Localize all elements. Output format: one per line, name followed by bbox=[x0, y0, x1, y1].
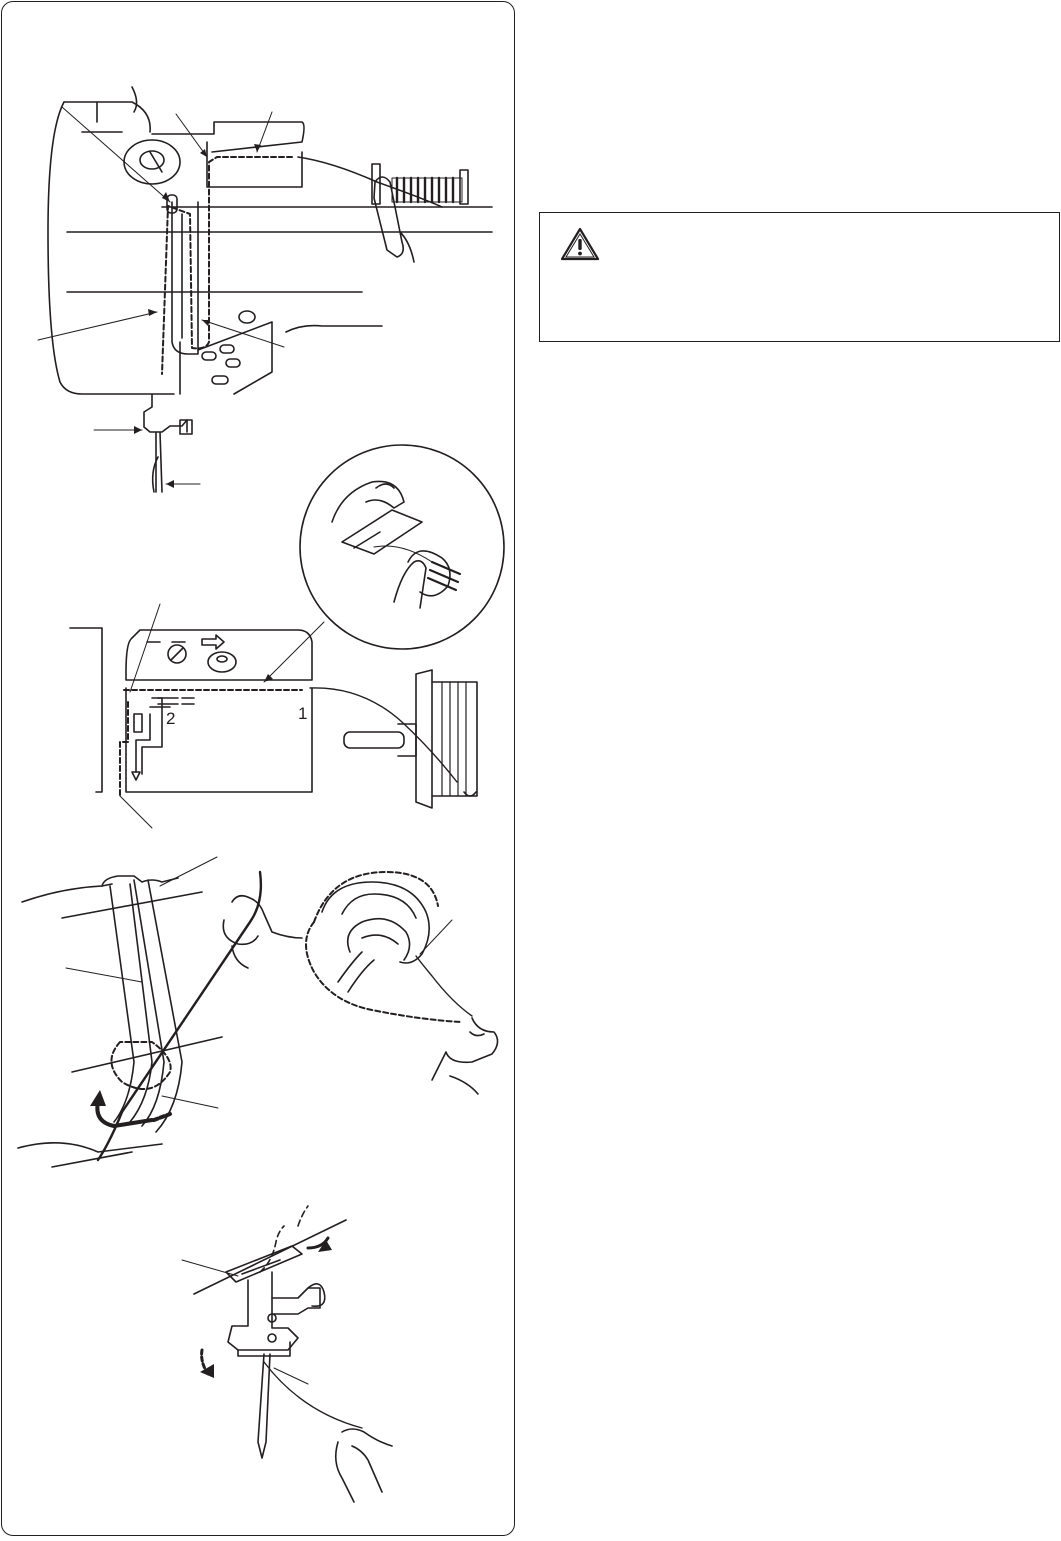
illustration-panel bbox=[1, 1, 515, 1536]
figure-thread-guide-hook bbox=[306, 872, 498, 1094]
warning-box bbox=[539, 212, 1060, 342]
figure-machine-threading bbox=[38, 87, 492, 492]
path-step-2: 2 bbox=[166, 709, 176, 728]
figure-needle-threading bbox=[182, 1206, 392, 1502]
warning-triangle-icon bbox=[560, 227, 600, 261]
path-step-1: 1 bbox=[298, 704, 308, 723]
figure-take-up-lever bbox=[18, 857, 302, 1167]
figure-inset-threading-detail bbox=[264, 445, 504, 682]
figure-thread-guide-plate bbox=[70, 604, 477, 828]
